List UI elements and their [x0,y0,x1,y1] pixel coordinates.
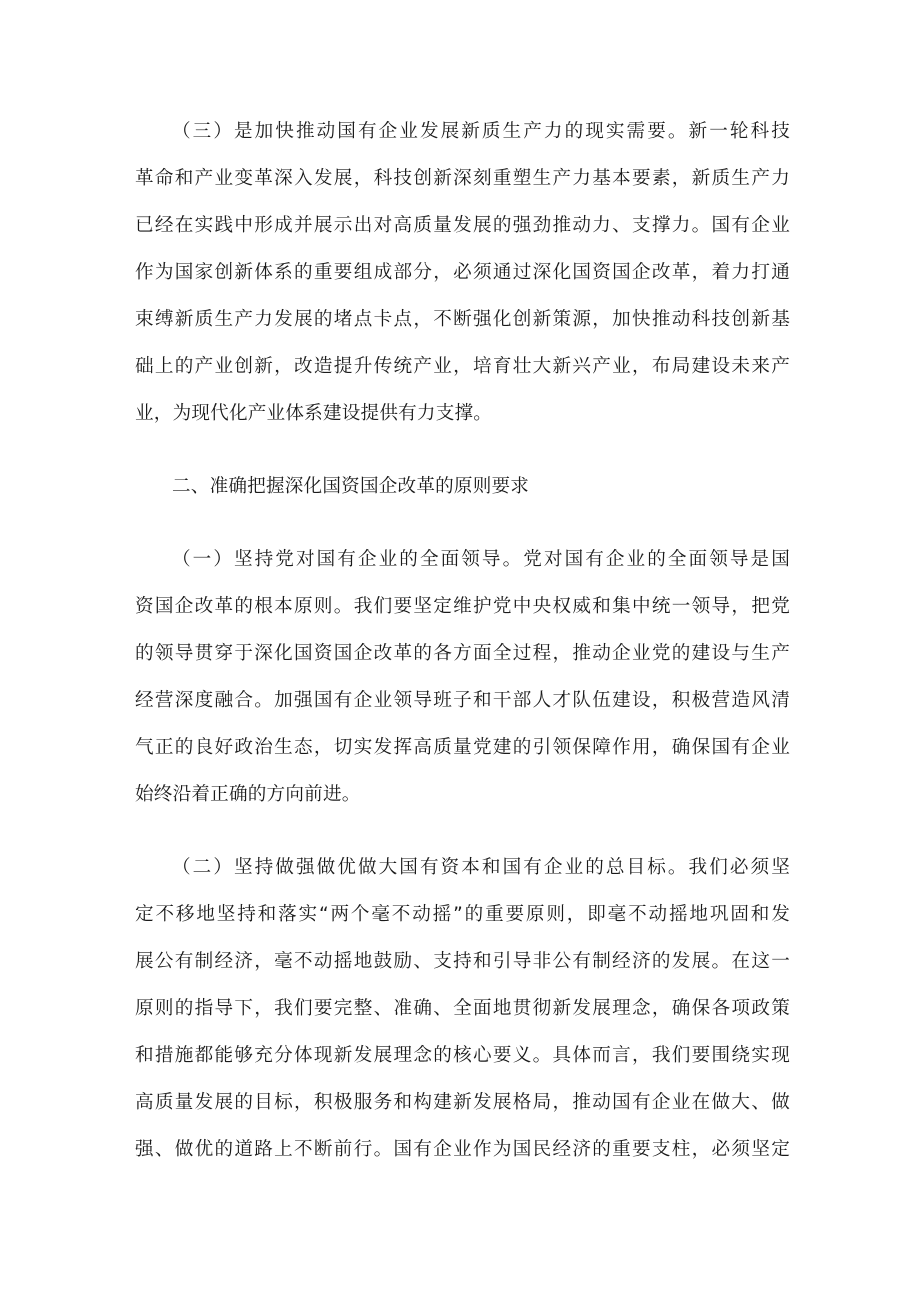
paragraph-line: （三）是加快推动国有企业发展新质生产力的现实需要。新一轮科技 [172,121,790,142]
section-heading: 二、准确把握深化国资国企改革的原则要求 [172,476,530,497]
paragraph-line: 和措施都能够充分体现新发展理念的核心要义。具体而言，我们要围绕实现 [135,1045,790,1066]
paragraph-line: 已经在实践中形成并展示出对高质量发展的强劲推动力、支撑力。国有企业 [135,215,790,236]
paragraph-line: 作为国家创新体系的重要组成部分，必须通过深化国资国企改革，着力打通 [135,262,790,283]
paragraph-line: 始终沿着正确的方向前进。 [135,784,361,805]
paragraph-line: （二）坚持做强做优做大国有资本和国有企业的总目标。我们必须坚 [172,857,790,878]
paragraph-line: 经营深度融合。加强国有企业领导班子和干部人才队伍建设，积极营造风清 [135,690,790,711]
paragraph-line: 定不移地坚持和落实“两个毫不动摇”的重要原则，即毫不动摇地巩固和发 [135,904,790,925]
paragraph-line: 业，为现代化产业体系建设提供有力支撑。 [135,403,493,424]
paragraph-line: 展公有制经济，毫不动摇地鼓励、支持和引导非公有制经济的发展。在这一 [135,951,790,972]
paragraph-line: 原则的指导下，我们要完整、准确、全面地贯彻新发展理念，确保各项政策 [135,998,790,1019]
paragraph-line: 气正的良好政治生态，切实发挥高质量党建的引领保障作用，确保国有企业 [135,737,790,758]
paragraph-line: 强、做优的道路上不断前行。国有企业作为国民经济的重要支柱，必须坚定 [135,1139,790,1160]
paragraph-line: 高质量发展的目标，积极服务和构建新发展格局，推动国有企业在做大、做 [135,1092,790,1113]
paragraph-line: 资国企改革的根本原则。我们要坚定维护党中央权威和集中统一领导，把党 [135,596,790,617]
paragraph-line: 束缚新质生产力发展的堵点卡点，不断强化创新策源，加快推动科技创新基 [135,309,790,330]
paragraph-line: 础上的产业创新，改造提升传统产业，培育壮大新兴产业，布局建设未来产 [135,356,790,377]
paragraph-line: （一）坚持党对国有企业的全面领导。党对国有企业的全面领导是国 [172,549,790,570]
paragraph-line: 革命和产业变革深入发展，科技创新深刻重塑生产力基本要素，新质生产力 [135,168,790,189]
paragraph-line: 的领导贯穿于深化国资国企改革的各方面全过程，推动企业党的建设与生产 [135,643,790,664]
